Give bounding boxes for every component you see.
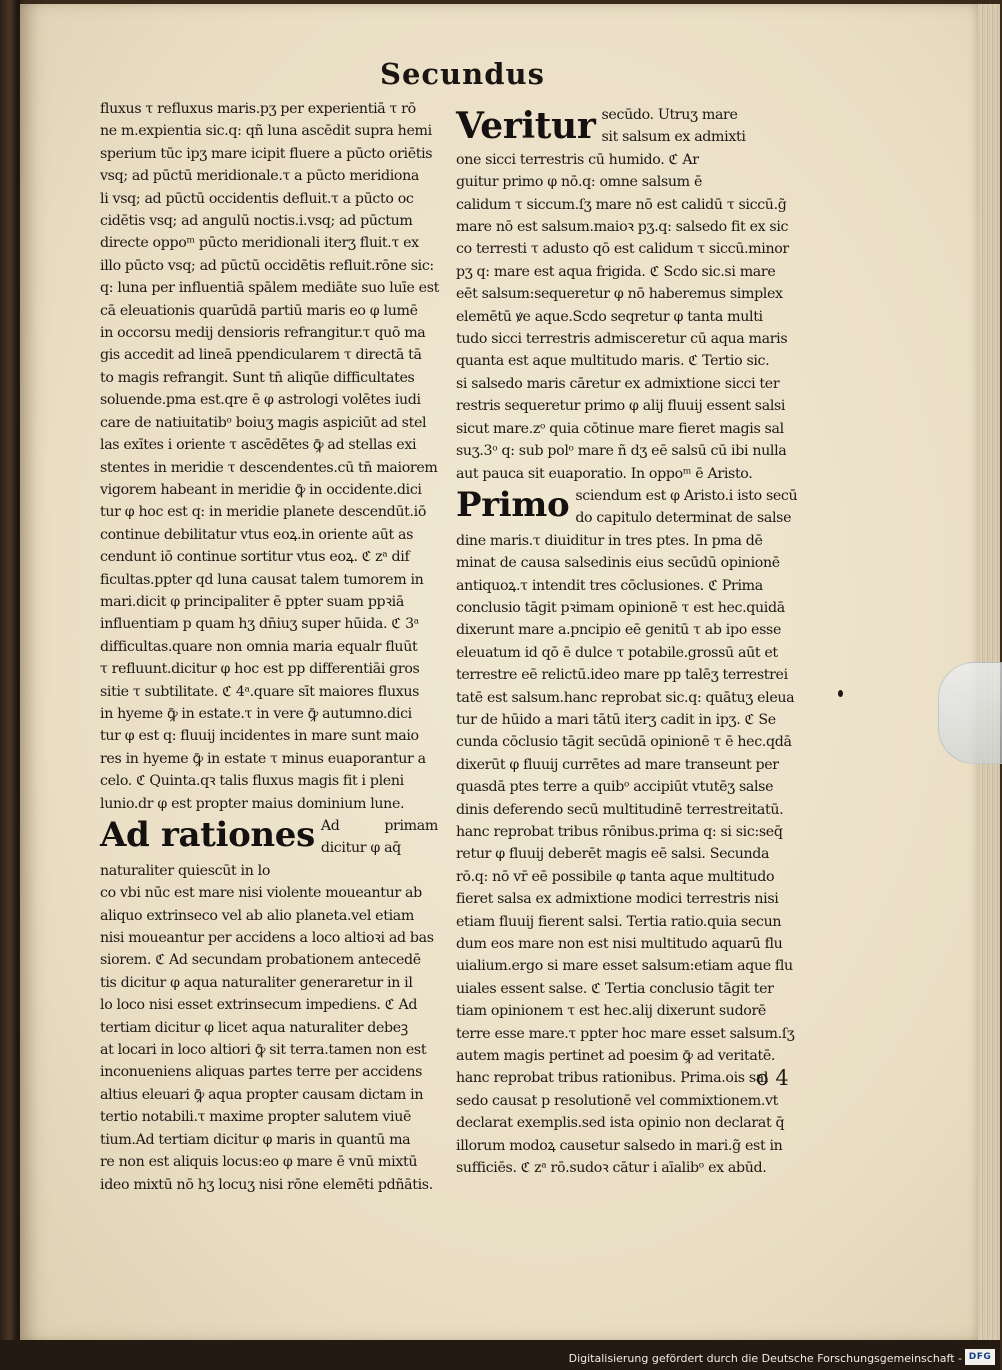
- running-head: Secundus: [380, 57, 545, 91]
- right-column: [456, 104, 808, 1177]
- text-line: fieret salsa ex admixtione modici terrestris nisi: [456, 891, 779, 908]
- text-line: directe oppoᵐ pūcto meridionali iterʒ fluit.τ ex: [100, 235, 419, 252]
- text-line: mare nō est salsum.maioꝛ pʒ.q: salsedo fit ex sic: [456, 219, 789, 236]
- text-line: in occorsu medij densioris refrangitur.τ quō ma: [100, 325, 426, 342]
- text-line: to magis refrangit. Sunt tn̄ aliqūe difficultates: [100, 369, 415, 386]
- text-line: autem magis pertinet ad poesim ꝙ̄ ad veritatē.: [456, 1048, 776, 1065]
- text-line: one sicci terrestris cū humido. ℭ Ar: [456, 151, 699, 168]
- text-line: tium.Ad tertiam dicitur φ maris in quantū ma: [100, 1131, 411, 1148]
- text-line: cunda cōclusio tāgit secūdā opinionē τ ē hec.qdā: [456, 734, 792, 751]
- text-line: cendunt iō continue sortitur vtus eoꝝ. ℭ zᵃ dif: [100, 549, 410, 566]
- initial-side-line: sit salsum ex admixti: [601, 129, 746, 146]
- text-line: terrestre eē relictū.ideo mare pp talēʒ terrestrei: [456, 667, 788, 684]
- text-line: li vsq; ad pūctū occidentis defluit.τ a pūcto oc: [100, 190, 414, 207]
- initial-side-line: Ad primam dicitur φ aq̄: [320, 818, 438, 857]
- text-line: res in hyeme ꝙ̄ in estate τ minus euaporantur a: [100, 750, 426, 767]
- text-line: quanta est aque multitudo maris. ℭ Tertio sic.: [456, 353, 770, 370]
- text-line: ideo mixtū nō hʒ locuʒ nisi rōne elemēti pdñātis.: [100, 1176, 433, 1193]
- text-line: elemētū ꝟe aque.Scdo seqretur φ tanta multi: [456, 308, 763, 325]
- text-line: inconueniens aliquas partes terre per accidens: [100, 1064, 423, 1081]
- text-line: eleuatum id qō ē dulce τ potabile.grossū aūt et: [456, 644, 778, 661]
- text-line: las exītes i oriente τ ascēdētes ꝙ̄ ad stellas exi: [100, 437, 417, 454]
- text-line: difficultas.quare non omnia maria equalr fluūt: [100, 638, 418, 655]
- text-line: dinis deferendo secū multitudinē terrestreitatū.: [456, 801, 784, 818]
- section-initial-primo: Primo: [456, 484, 570, 525]
- text-line: etiam fluuij fierent salsi. Tertia ratio.quia secun: [456, 913, 782, 930]
- text-line: suʒ.3ᵒ q: sub polᵒ mare ñ dʒ eē salsū cū ibi nulla: [456, 443, 787, 460]
- initial-side-line: naturaliter quiescūt in lo: [100, 862, 271, 879]
- text-line: stentes in meridie τ descendentes.cū tn̄ maiorem: [100, 459, 438, 476]
- dfg-logo-icon: DFG: [965, 1349, 995, 1365]
- text-line: tis dicitur φ aqua naturaliter generaretur in il: [100, 974, 413, 991]
- text-line: declarat exemplis.sed ista opinio non declarat q̄: [456, 1115, 785, 1132]
- section-initial-veritur: Veritur: [456, 105, 596, 147]
- footer-credit: Digitalisierung gefördert durch die Deutsche Forschungsgemeinschaft -: [568, 1352, 962, 1365]
- text-line: hanc reprobat tribus rationibus. Prima.ois sal: [456, 1070, 769, 1087]
- text-line: eēt salsum:sequeretur φ nō haberemus simplex: [456, 286, 783, 303]
- book-clip: [938, 662, 1002, 764]
- text-line: illorum modoꝝ causetur salsedo in mari.g̃ est in: [456, 1137, 783, 1154]
- text-line: influentiam p quam hʒ dn̄iuʒ super hūida. ℭ 3ᵃ: [100, 616, 419, 633]
- text-line: tatē est salsum.hanc reprobat sic.q: quātuʒ eleua: [456, 689, 795, 706]
- text-line: aut pauca sit euaporatio. In oppoᵐ ē Aristo.: [456, 465, 753, 482]
- signature-mark: o 4: [756, 1066, 789, 1090]
- text-line: re non est aliquis locus:eo φ mare ē vnū mixtū: [100, 1154, 418, 1171]
- text-line: tertio notabili.τ maxime propter salutem viuē: [100, 1109, 412, 1126]
- text-line: terre esse mare.τ ppter hoc mare esset salsum.ſʒ: [456, 1025, 795, 1042]
- text-line: aliquo extrinseco vel ab alio planeta.vel etiam: [100, 907, 414, 924]
- text-line: vsq; ad pūctū meridionale.τ a pūcto meridiona: [100, 168, 420, 185]
- text-line: restris sequeretur primo φ alij fluuij essent salsi: [456, 398, 786, 415]
- text-line: celo. ℭ Quinta.qꝛ talis fluxus magis fit i pleni: [100, 773, 404, 790]
- text-line: quasdā ptes terre a quibᵒ accipiūt vtutēʒ salse: [456, 779, 774, 796]
- text-line: sitie τ subtilitate. ℭ 4ᵃ.quare sīt maiores fluxus: [100, 683, 420, 700]
- text-line: antiquoꝝ.τ intendit tres cōclusiones. ℭ Prima: [456, 577, 763, 594]
- text-line: rō.q: nō vr̄ eē possibile φ tanta aque multitudo: [456, 868, 775, 885]
- text-line: conclusio tāgit pꝛimam opinionē τ est hec.quidā: [456, 599, 785, 616]
- text-line: sedo causat p resolutionē vel commixtionem.vt: [456, 1092, 779, 1109]
- text-line: siorem. ℭ Ad secundam probationem antecedē: [100, 952, 421, 969]
- text-line: ficultas.ppter qd luna causat talem tumorem in: [100, 571, 424, 588]
- text-line: ne m.expientia sic.q: qñ luna ascēdit supra hemi: [100, 123, 432, 140]
- text-line: uialium.ergo si mare esset salsum:etiam aque flu: [456, 958, 793, 975]
- right-text-block-a: [456, 104, 808, 485]
- text-line: pʒ q: mare est aqua frigida. ℭ Scdo sic.si mare: [456, 263, 776, 280]
- text-line: dixerūt φ fluuij currētes ad mare transeunt per: [456, 756, 779, 773]
- section-initial-ad-rationes: Ad rationes: [100, 815, 315, 855]
- text-line: soluende.pma est.qre ē φ astrologi volētes iudi: [100, 392, 421, 409]
- initial-side-line: sciendum est φ Aristo.i isto secū: [575, 487, 798, 504]
- text-line: τ refluunt.dicitur φ hoc est pp differentiāi gros: [100, 661, 420, 678]
- text-line: illo pūcto vsq; ad pūctū occidētis refluit.rōne sic:: [100, 257, 434, 274]
- text-line: uiales essent salse. ℭ Tertia conclusio tāgit ter: [456, 980, 774, 997]
- text-line: si salsedo maris cāretur ex admixtione sicci ter: [456, 375, 780, 392]
- text-line: in hyeme ꝙ̄ in estate.τ in vere ꝙ̄ autumno.dici: [100, 705, 412, 722]
- text-line: vigorem habeant in meridie ꝙ̄ in occidente.dici: [100, 481, 422, 498]
- text-line: guitur primo φ nō.q: omne salsum ē: [456, 174, 702, 191]
- text-line: co vbi nūc est mare nisi violente moueantur ab: [100, 885, 422, 902]
- text-line: gis accedit ad lineā ppendicularem τ directā tā: [100, 347, 422, 364]
- text-line: care de natiuitatibᵒ boiuʒ magis aspiciūt ad stel: [100, 414, 427, 431]
- ink-dot: [838, 690, 843, 697]
- text-line: continue debilitatur vtus eoꝝ.in oriente aūt as: [100, 526, 414, 543]
- text-line: hanc reprobat tribus rōnibus.prima q: si sic:seq̄: [456, 824, 783, 840]
- left-text-block-b: [100, 815, 438, 1196]
- text-line: tur φ hoc est q: in meridie planete descendūt.iō: [100, 504, 427, 521]
- text-line: calidum τ siccum.ſʒ mare nō est calidū τ siccū.g̃: [456, 196, 787, 213]
- text-line: sicut mare.zᵒ quia cōtinue mare fieret magis sal: [456, 420, 784, 437]
- text-line: lunio.dr φ est propter maius dominium lune.: [100, 795, 405, 812]
- text-line: dine maris.τ diuiditur in tres ptes. In pma dē: [456, 532, 763, 549]
- text-line: sufficiēs. ℭ zᵃ rō.sudoꝛ cātur i aīalibᵒ ex abūd.: [456, 1160, 767, 1177]
- text-line: co terresti τ adusto qō est calidum τ siccū.minor: [456, 241, 789, 258]
- text-line: at locari in loco altiori ꝙ̄ sit terra.tamen non est: [100, 1042, 427, 1059]
- text-line: fluxus τ refluxus maris.pʒ per experientiā τ rō: [100, 101, 416, 117]
- text-line: cā eleuationis quarūdā partiū maris eo φ lumē: [100, 302, 418, 319]
- text-line: altius eleuari ꝙ̄ aqua propter causam dictam in: [100, 1086, 424, 1103]
- text-line: minat de causa salsedinis eius secūdū opinionē: [456, 555, 780, 572]
- text-line: dixerunt mare a.pncipio eē genitū τ ab ipo esse: [456, 622, 782, 639]
- text-line: tiam opinionem τ est hec.alij dixerunt sudorē: [456, 1003, 766, 1020]
- text-line: tur de hūido a mari tātū iterʒ cadit in ipʒ. ℭ Se: [456, 711, 776, 728]
- text-line: cidētis vsq; ad angulū noctis.i.vsq; ad pūctum: [100, 213, 413, 230]
- initial-side-line: secūdo. Utruʒ mare: [601, 107, 738, 123]
- text-line: nisi moueantur per accidens a loco altioꝛi ad bas: [100, 930, 434, 947]
- text-line: retur φ fluuij deberēt magis eē salsi. Secunda: [456, 846, 770, 863]
- initial-side-line: do capitulo determinat de salse: [575, 510, 792, 527]
- text-line: sperium tūc ipʒ mare icipit fluere a pūcto oriētis: [100, 145, 433, 162]
- text-line: q: luna per influentiā spālem mediāte suo luīe est: [100, 280, 439, 297]
- text-line: tur φ est q: fluuij incidentes in mare sunt maio: [100, 728, 419, 745]
- text-line: dum eos mare non est nisi multitudo aquarū flu: [456, 936, 783, 953]
- text-line: lo loco nisi esset extrinsecum impediens. ℭ Ad: [100, 997, 418, 1014]
- text-line: mari.dicit φ principaliter ē ppter suam ppꝛiā: [100, 593, 404, 610]
- left-column: [100, 98, 439, 1193]
- text-line: tertiam dicitur φ licet aqua naturaliter debeꝫ: [100, 1019, 408, 1036]
- text-line: tudo sicci terrestris admisceretur cū aqua maris: [456, 331, 788, 348]
- left-text-block-a: [100, 98, 438, 815]
